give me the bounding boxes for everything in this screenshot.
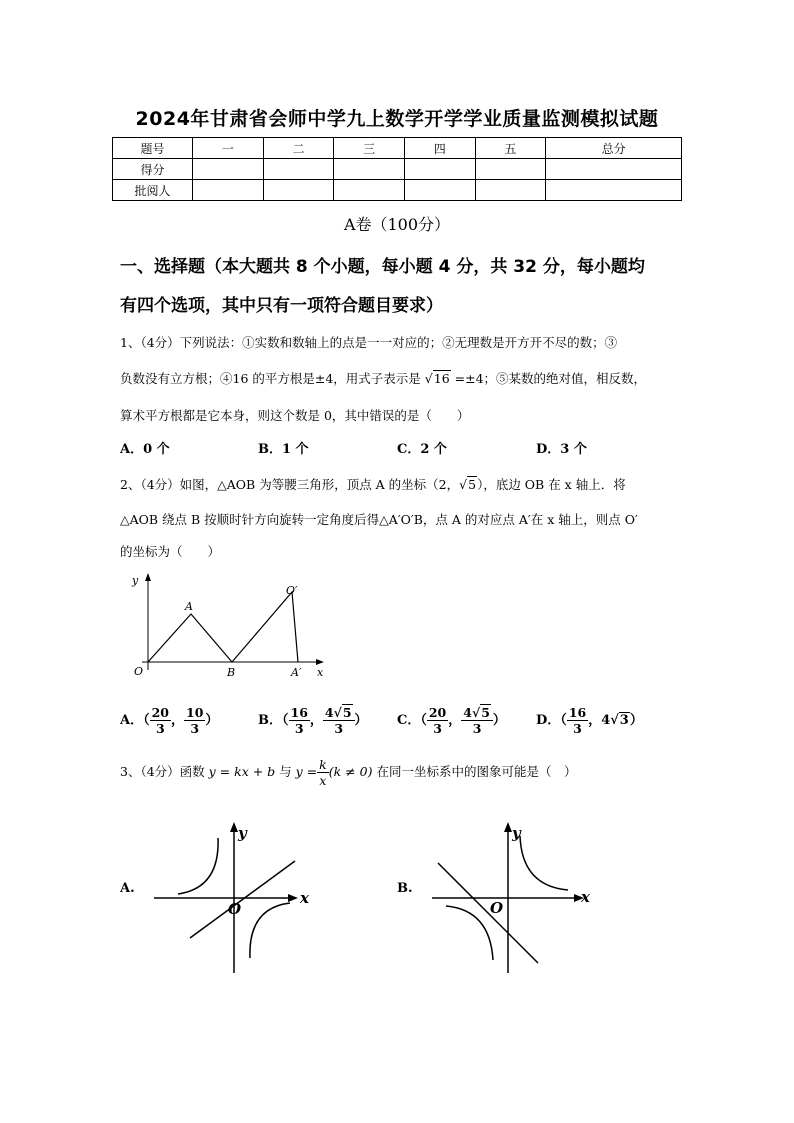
fraction — [150, 705, 171, 736]
q1-line3: 算术平方根都是它本身，则这个数是 0，其中错误的是（ ） — [120, 408, 470, 423]
table-cell: 三 — [334, 138, 405, 159]
radicand: 5 — [342, 705, 352, 720]
q3-option-a-label[interactable]: A. — [120, 881, 135, 896]
close-paren: ） — [354, 713, 368, 728]
table-cell: 一 — [193, 138, 264, 159]
q1-line1: 1、（4分）下列说法：①实数和数轴上的点是一一对应的；②无理数是开方开不尽的数；③ — [120, 335, 618, 350]
label-b: B — [227, 666, 236, 679]
label-y: y — [132, 574, 139, 587]
label-x: x — [300, 889, 309, 907]
q3-text-c: 在同一坐标系中的图象可能是（ ） — [376, 764, 577, 779]
comma: ， — [448, 713, 462, 728]
sqrt-symbol: √ — [471, 705, 481, 720]
table-cell — [475, 159, 546, 180]
q2-option-d[interactable] — [536, 705, 643, 736]
fraction — [461, 705, 493, 736]
table-row — [113, 159, 682, 180]
q3-text-b: 与 — [279, 764, 292, 779]
comma: ， — [588, 713, 602, 728]
q2-line2: △AOB 绕点 B 按顺时针方向旋转一定角度后得△A′O′B，点 A 的对应点 A′在 x 轴上，则点 O′ — [120, 512, 638, 527]
table-cell: 二 — [263, 138, 334, 159]
q1-option-b[interactable]: B．1 个 — [258, 442, 309, 457]
denominator: 3 — [433, 721, 442, 736]
label-o: O — [134, 665, 144, 678]
q3-graph-a[interactable] — [150, 818, 320, 978]
table-cell: 批阅人 — [113, 180, 193, 201]
numerator: 20 — [428, 705, 447, 720]
q2-sqrt-radicand: 5 — [468, 477, 477, 492]
table-cell — [263, 180, 334, 201]
label-x: x — [317, 666, 324, 679]
coefficient: 4 — [324, 705, 334, 720]
table-cell: 得分 — [113, 159, 193, 180]
table-cell — [404, 180, 475, 201]
q1-option-d[interactable]: D．3 个 — [536, 442, 587, 457]
option-label: A．（ — [120, 713, 150, 728]
table-cell — [263, 159, 334, 180]
coefficient: 4 — [601, 713, 611, 728]
numerator: 20 — [151, 705, 169, 720]
part-heading-line2: 有四个选项，其中只有一项符合题目要求） — [120, 296, 443, 316]
table-row — [113, 138, 682, 159]
sqrt-symbol: √ — [610, 713, 619, 728]
sqrt-symbol: √ — [424, 371, 433, 386]
line-graph — [190, 861, 295, 938]
fraction — [184, 705, 205, 736]
q3-graph-b[interactable] — [428, 818, 598, 978]
q3-option-b-label[interactable]: B. — [397, 881, 413, 896]
score-table — [112, 137, 682, 201]
q1-option-c[interactable]: C．2 个 — [397, 442, 447, 457]
denominator: 3 — [573, 721, 582, 736]
fraction — [289, 705, 310, 736]
close-paren: ） — [205, 713, 219, 728]
q2-figure — [120, 570, 340, 685]
table-cell — [193, 180, 264, 201]
label-y: y — [238, 824, 247, 842]
numerator: 16 — [290, 705, 308, 720]
table-cell — [193, 159, 264, 180]
table-cell: 总分 — [546, 138, 682, 159]
table-cell: 五 — [475, 138, 546, 159]
hyperbola-branch — [520, 836, 568, 890]
triangle-lines — [148, 592, 298, 662]
table-cell — [546, 180, 682, 201]
close-paren: ） — [492, 713, 506, 728]
comma: ， — [309, 713, 323, 728]
fraction — [427, 705, 448, 736]
q1-sqrt-radicand: 16 — [433, 371, 450, 386]
fraction — [317, 757, 329, 788]
q2-line3: 的坐标为（ ） — [120, 544, 221, 559]
radicand: 3 — [619, 713, 629, 728]
denominator: x — [319, 773, 327, 788]
sqrt-symbol: √ — [459, 477, 468, 492]
option-label: C．（ — [397, 713, 427, 728]
numerator: 10 — [186, 705, 204, 720]
q3-func2-cond: (k ≠ 0) — [328, 764, 373, 779]
coefficient: 4 — [463, 705, 472, 720]
radicand: 5 — [481, 705, 490, 720]
q3-line — [120, 757, 576, 788]
table-cell — [334, 159, 405, 180]
y-axis-arrow — [504, 822, 512, 832]
sqrt-symbol: √ — [333, 705, 342, 720]
q1-line2 — [120, 369, 646, 387]
table-cell — [334, 180, 405, 201]
y-axis-arrow — [230, 822, 238, 832]
numerator: 16 — [568, 705, 587, 720]
q1-line2-b: =±4；⑤某数的绝对值，相反数， — [454, 371, 647, 386]
q2-line1 — [120, 475, 626, 493]
option-label: D．（ — [536, 713, 567, 728]
label-o: O — [490, 899, 504, 917]
label-o-prime: O′ — [286, 584, 298, 597]
numerator — [323, 705, 355, 721]
hyperbola-branch — [250, 903, 290, 958]
hyperbola-branch — [446, 906, 493, 960]
table-cell: 四 — [404, 138, 475, 159]
q2-option-a[interactable] — [120, 705, 218, 736]
fraction — [323, 705, 355, 736]
label-y: y — [512, 824, 521, 842]
label-a-prime: A′ — [291, 666, 302, 679]
label-x: x — [581, 888, 590, 906]
numerator: k — [319, 757, 327, 772]
q1-option-a[interactable]: A．0 个 — [120, 442, 170, 457]
part-heading-line1: 一、选择题（本大题共 8 个小题，每小题 4 分，共 32 分，每小题均 — [120, 257, 645, 277]
q2-line1-b: ），底边 OB 在 x 轴上．将 — [477, 477, 626, 492]
page-title: 2024年甘肃省会师中学九上数学开学学业质量监测模拟试题 — [135, 108, 659, 130]
q2-option-c[interactable] — [397, 705, 506, 736]
denominator: 3 — [190, 721, 200, 736]
table-cell — [475, 180, 546, 201]
q2-line1-a: 2、（4分）如图，△AOB 为等腰三角形，顶点 A 的坐标（2， — [120, 477, 460, 492]
table-cell: 题号 — [113, 138, 193, 159]
q3-text-a: 3、（4分）函数 — [120, 764, 205, 779]
denominator: 3 — [294, 721, 304, 736]
label-a: A — [185, 600, 193, 613]
q1-line2-a: 负数没有立方根；④16 的平方根是±4，用式子表示是 — [120, 371, 421, 386]
denominator: 3 — [472, 721, 482, 736]
fraction — [567, 705, 588, 736]
x-axis-arrow — [316, 659, 324, 665]
line-graph — [438, 863, 538, 963]
table-row — [113, 180, 682, 201]
option-label: B．（ — [258, 713, 289, 728]
q2-option-b[interactable] — [258, 705, 368, 736]
q3-func1: y = kx + b — [208, 764, 276, 779]
denominator: 3 — [334, 721, 344, 736]
table-cell — [404, 159, 475, 180]
y-axis-arrow — [145, 573, 151, 581]
hyperbola-branch — [178, 838, 218, 894]
denominator: 3 — [155, 721, 165, 736]
q3-func2-lhs: y = — [295, 764, 318, 779]
table-cell — [546, 159, 682, 180]
comma: ， — [171, 713, 185, 728]
section-heading: A卷（100分） — [343, 215, 451, 234]
label-o: O — [228, 900, 242, 918]
numerator — [461, 705, 493, 721]
x-axis-arrow — [288, 894, 298, 902]
close-paren: ） — [629, 713, 643, 728]
